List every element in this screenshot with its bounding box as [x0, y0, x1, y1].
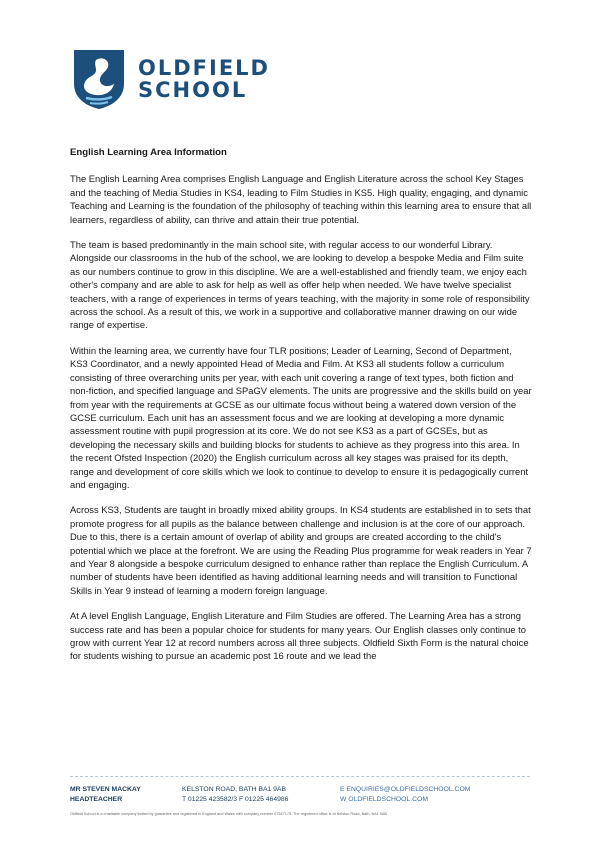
paragraph: Within the learning area, we currently have four TLR positions; Leader of Learning, Second of Department, KS3 Coordinator, and a newly appointed Head of Media and Film. At KS3 all students follow a curriculum consisting of three overarching units per year, with each unit covering a range of text types, both fiction and non-fiction, and specified language and SPaGV elements. The units are progressive and the skills build on year from year with the requirements at GCSE as our ultimate focus without being a watered down version of the GCSE curriculum. Each unit has an assessment focus and we are looking at developing a more dynamic assessment routine with pupil progression at its core. We do not see KS3 as a part of GCSEs, but as developing the necessary skills and building blocks for students to achieve as they progress into this area. In the recent Ofsted Inspection (2020) the English curriculum across all key stages was praised for its depth, range and development of core skills which we look to continue to develop to ensure it is pedagogically current and engaging. — [70, 344, 532, 490]
school-name — [138, 57, 270, 101]
paragraph: The team is based predominantly in the main school site, with regular access to our wonderful Library. Alongside our classrooms in the hub of the school, we are looking to develop a bespoke Media and Film suite as our numbers continue to grow in this discipline. We are a well-established and friendly team, we enjoy each other's company and are able to ask for help as well as offer help when needed. We have twelve specialist teachers, with a range of experiences in terms of years teaching, with the majority in some role of responsibility across the school. As a result of this, we work in a supportive and collaborative manner drawing on our wide range of expertise. — [70, 239, 530, 331]
footer-contact — [182, 785, 288, 805]
headteacher-role: HEADTEACHER — [70, 796, 123, 803]
paragraph: At A level English Language, English Literature and Film Studies are offered. The Learning Area has a strong success rate and has been a popular choice for students for many years. Our English classes only continue to grow with current Year 12 at record numbers across all three subjects. Oldfield Sixth Form is the natural choice for students wishing to pursue an academic post 16 route and we lead the — [70, 610, 529, 662]
footer-divider — [70, 776, 530, 777]
footer-address: KELSTON ROAD, BATH BA1 9AB — [182, 786, 287, 793]
headteacher-name: MR STEVEN MACKAY — [70, 786, 141, 793]
school-name-line2: SCHOOL — [138, 78, 248, 102]
paragraph: The English Learning Area comprises English Language and English Literature across the school Key Stages and the teaching of Media Studies in KS4, leading to Film Studies in KS5. High quality, engaging, and dynamic Teaching and Learning is the foundation of the philosophy of teaching within this learning area to ensure that all learners, regardless of ability, can thrive and attain their true potential. — [70, 173, 532, 225]
document-heading: English Learning Area Information — [70, 147, 227, 158]
swan-crest-icon — [72, 48, 126, 110]
footer-phone: T 01225 423582/3 F 01225 464986 — [182, 796, 289, 803]
school-name-line1: OLDFIELD — [138, 56, 270, 80]
footer-email[interactable]: E ENQUIRIES@OLDFIELDSCHOOL.COM — [340, 786, 471, 793]
letterhead — [72, 48, 270, 110]
legal-notice: Oldfield School is a charitable company limited by guarantee and registered in England and Wales with company number 07547175. The registered office is at Kelston Road, Bath, BA1 9AB — [70, 812, 387, 816]
footer-headteacher — [70, 785, 141, 805]
footer-online — [340, 785, 470, 805]
footer-website[interactable]: W OLDFIELDSCHOOL.COM — [340, 796, 428, 803]
document-body — [70, 146, 532, 675]
paragraph: Across KS3, Students are taught in broadly mixed ability groups. In KS4 students are established in to sets that promote progress for all pupils as the balance between challenge and inclusion is at the core of our approach. Due to this, there is a certain amount of overlap of ability and groups are created according to the child's potential which we place at the forefront. We are using the Reading Plus programme for weak readers in Year 7 and Year 8 alongside a bespoke curriculum designed to enhance rather than replace the English Curriculum. A number of students have been identified as having additional learning needs and will transition to Functional Skills in Year 9 instead of learning a modern foreign language. — [70, 504, 532, 596]
